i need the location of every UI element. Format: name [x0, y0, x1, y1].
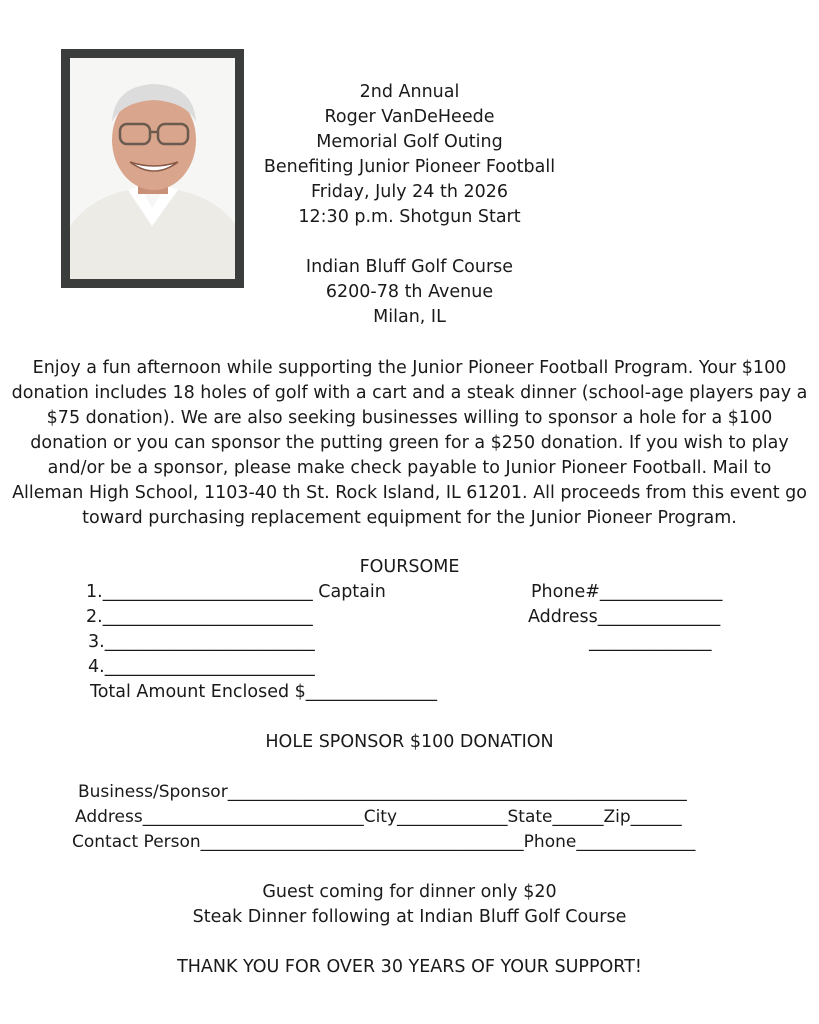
player-1-line: 1.________________________ Captain [86, 582, 386, 602]
player-2-line: 2.________________________ [86, 607, 313, 627]
thank-you-message: THANK YOU FOR OVER 30 YEARS OF YOUR SUPPORT! [177, 957, 642, 977]
contact-person-line: Contact Person______________________________________Phone______________ [72, 832, 696, 852]
guest-dinner-price: Guest coming for dinner only $20 [262, 882, 557, 902]
beneficiary-line: Benefiting Junior Pioneer Football [263, 157, 556, 177]
foursome-title: FOURSOME [359, 557, 460, 577]
address-line-2: ______________ [589, 632, 712, 652]
player-4-line: 4.________________________ [88, 657, 315, 677]
start-time: 12:30 p.m. Shotgun Start [298, 207, 521, 227]
venue-street: 6200-78 th Avenue [325, 282, 494, 302]
venue-city: Milan, IL [373, 307, 446, 327]
address-line: Address______________ [528, 607, 721, 627]
business-sponsor-line: Business/Sponsor______________________________________________________ [78, 782, 687, 802]
event-date: Friday, July 24 th 2026 [310, 182, 509, 202]
player-3-line: 3.________________________ [88, 632, 315, 652]
steak-dinner-note: Steak Dinner following at Indian Bluff Golf Course [192, 907, 627, 927]
sponsor-address-line: Address__________________________City_____________State______Zip______ [75, 807, 682, 827]
event-title: Memorial Golf Outing [316, 132, 503, 152]
venue-name: Indian Bluff Golf Course [305, 257, 514, 277]
edition-line: 2nd Annual [359, 82, 460, 102]
hole-sponsor-title: HOLE SPONSOR $100 DONATION [265, 732, 554, 752]
total-amount-line: Total Amount Enclosed $_______________ [90, 682, 438, 702]
phone-line: Phone#______________ [531, 582, 723, 602]
event-description: Enjoy a fun afternoon while supporting the Junior Pioneer Football Program. Your $100 donation includes 18 holes of golf with a cart and a steak dinner (school-age players pay a $75 donation). We are also seeking businesses willing to sponsor a hole for a $100 donation or you can sponsor the putting green for a $250 donation. If you wish to play and/or be a sponsor, please make check payable to Junior Pioneer Football. Mail to Alleman High School, 1103-40 th St. Rock Island, IL 61201. All proceeds from this event go toward purchasing replacement equipment for the Junior Pioneer Program. [11, 358, 808, 528]
honoree-name: Roger VanDeHeede [324, 107, 495, 127]
